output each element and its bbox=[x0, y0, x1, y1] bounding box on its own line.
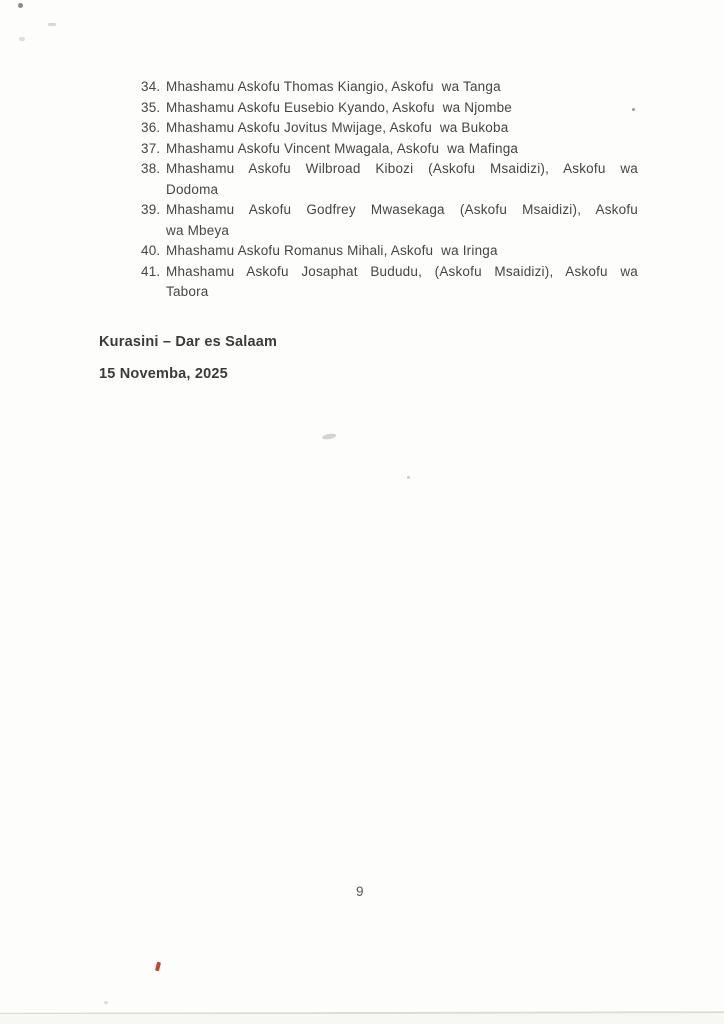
list-item bbox=[141, 77, 638, 98]
list-item bbox=[141, 262, 638, 283]
list-item-text: Mhashamu Askofu Godfrey Mwasekaga (Askofu Msaidizi), Askofu bbox=[166, 202, 638, 217]
list-item-text: Mhashamu Askofu Vincent Mwagala, Askofu wa Mafinga bbox=[166, 140, 519, 156]
footer-date: 15 Novemba, 2025 bbox=[99, 366, 228, 382]
scan-speck bbox=[18, 3, 23, 8]
list-item-text: Mhashamu Askofu Josaphat Bududu, (Askofu Msaidizi), Askofu wa bbox=[166, 263, 638, 279]
page-number: 9 bbox=[356, 884, 364, 899]
list-item bbox=[141, 118, 638, 139]
list-item-number: 41. bbox=[141, 263, 161, 279]
scanner-background-strip bbox=[0, 1014, 724, 1024]
scan-speck bbox=[19, 37, 25, 41]
list-item-continuation: wa Mbeya bbox=[166, 222, 230, 238]
list-item-text: Mhashamu Askofu Wilbroad Kibozi (Askofu Msaidizi), Askofu wa bbox=[166, 161, 638, 176]
list-item-number: 34. bbox=[141, 79, 161, 94]
footer-location: Kurasini – Dar es Salaam bbox=[99, 334, 278, 350]
list-item bbox=[141, 159, 638, 180]
scan-speck bbox=[48, 23, 56, 26]
list-item-number: 40. bbox=[141, 243, 161, 258]
scan-speck bbox=[632, 108, 635, 111]
bishops-numbered-list bbox=[141, 77, 638, 303]
list-item-continuation: Tabora bbox=[166, 284, 209, 299]
list-item-text: Mhashamu Askofu Thomas Kiangio, Askofu wa Tanga bbox=[166, 79, 501, 94]
scan-smudge bbox=[322, 433, 337, 440]
scan-speck bbox=[407, 476, 410, 479]
list-item bbox=[141, 241, 638, 262]
list-item bbox=[141, 139, 638, 160]
scan-speck bbox=[104, 1001, 108, 1004]
list-item-text: Mhashamu Askofu Eusebio Kyando, Askofu wa Njombe bbox=[166, 99, 512, 115]
red-ink-speck bbox=[155, 962, 161, 972]
list-item-continuation: Dodoma bbox=[166, 181, 219, 197]
list-item-number: 37. bbox=[141, 140, 161, 156]
list-item-number: 36. bbox=[141, 120, 161, 135]
list-item-number: 38. bbox=[141, 161, 161, 176]
list-item-number: 39. bbox=[141, 202, 161, 217]
list-item-text: Mhashamu Askofu Romanus Mihali, Askofu wa Iringa bbox=[166, 243, 498, 258]
list-item bbox=[141, 98, 638, 119]
list-item-text: Mhashamu Askofu Jovitus Mwijage, Askofu wa Bukoba bbox=[166, 120, 509, 135]
list-item-number: 35. bbox=[141, 99, 161, 115]
list-item bbox=[141, 200, 638, 221]
